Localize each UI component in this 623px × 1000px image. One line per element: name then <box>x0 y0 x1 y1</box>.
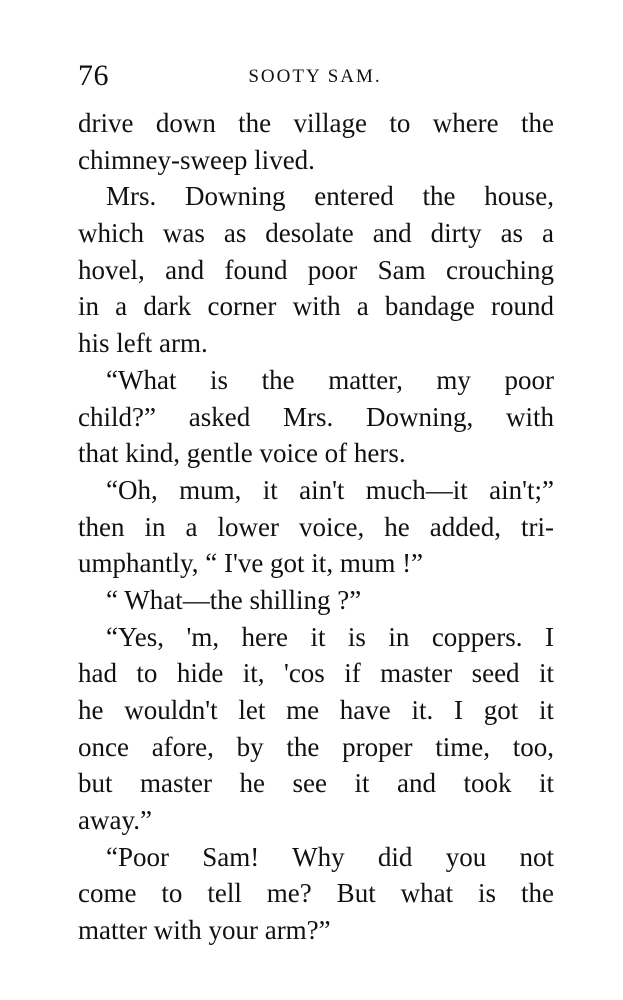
running-title: SOOTY SAM. <box>248 66 382 87</box>
text-line: drive down the village to where the <box>78 108 554 138</box>
text-line: his left arm. <box>78 328 208 359</box>
text-line: he wouldn't let me have it. I got it <box>78 695 554 725</box>
text-line: “Yes, 'm, here it is in coppers. I <box>106 621 554 652</box>
text-line: umphantly, “ I've got it, mum !” <box>78 548 424 579</box>
text-line: “Oh, mum, it ain't much—it ain't;” <box>106 474 554 505</box>
text-line: but master he see it and took it <box>78 768 554 799</box>
text-line: chimney-sweep lived. <box>78 144 315 175</box>
text-line: “What is the matter, my poor <box>106 364 554 395</box>
page-number: 76 <box>78 59 109 92</box>
body-text <box>78 105 554 949</box>
text-line: which was as desolate and dirty as a <box>78 218 554 249</box>
text-line: hovel, and found poor Sam crouching <box>78 254 554 285</box>
text-line: in a dark corner with a bandage round <box>78 291 554 322</box>
text-line: child?” asked Mrs. Downing, with <box>78 401 554 432</box>
text-line: “ What—the shilling ?” <box>106 584 362 615</box>
text-line: “Poor Sam! Why did you not <box>106 841 554 872</box>
text-line: then in a lower voice, he added, tri- <box>78 511 554 542</box>
text-line: matter with your arm?” <box>78 915 331 946</box>
text-line: Mrs. Downing entered the house, <box>106 181 554 212</box>
running-head <box>78 56 552 96</box>
text-line: had to hide it, 'cos if master seed it <box>78 658 554 689</box>
text-line: that kind, gentle voice of hers. <box>78 438 406 469</box>
text-line: away.” <box>78 805 152 836</box>
text-line: come to tell me? But what is the <box>78 878 554 909</box>
text-line: once afore, by the proper time, too, <box>78 731 554 762</box>
